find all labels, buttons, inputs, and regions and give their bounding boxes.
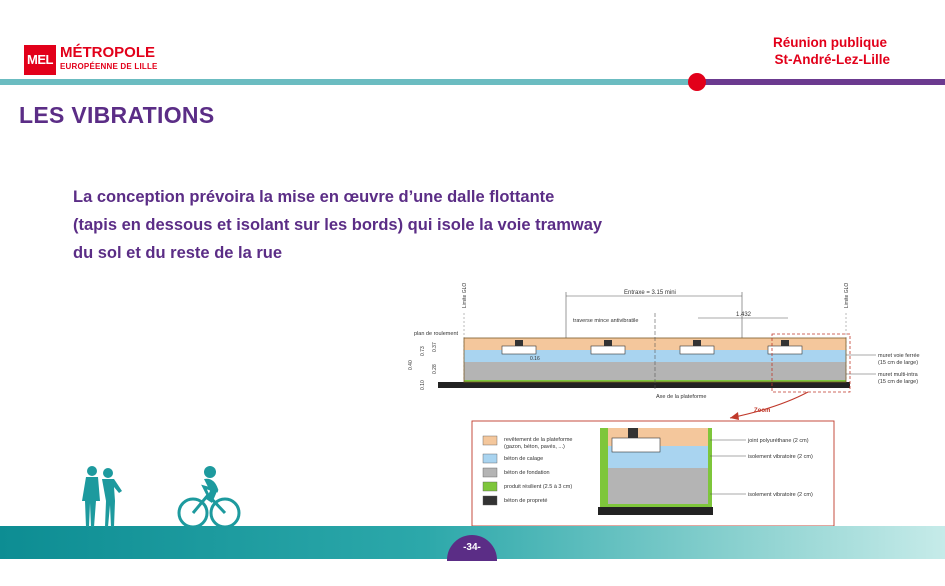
legend-swatch-4 — [483, 496, 497, 505]
page-number: -34- — [447, 535, 497, 561]
gauge-label: 1.432 — [736, 312, 752, 318]
body-line-3: du sol et du reste de la rue — [73, 244, 283, 262]
sleeper-label: traverse mince antivibratile — [573, 318, 639, 324]
legend-label-1: béton de calage — [504, 456, 544, 462]
legend-label-3: produit résilient (2.5 à 3 cm) — [504, 484, 573, 490]
plan-label: plan de roulement — [414, 331, 459, 337]
legend-swatch-2 — [483, 468, 497, 477]
limit-label-left: Limite GLO — [462, 282, 468, 308]
logo-name: MÉTROPOLE — [60, 44, 156, 61]
meeting-title: Réunion publique — [773, 35, 887, 50]
legend-swatch-1 — [483, 454, 497, 463]
dim-3: 0.28 — [432, 364, 438, 374]
page-title: LES VIBRATIONS — [19, 102, 215, 128]
dim-1: 0.73 — [420, 346, 426, 356]
wall-label-1b: (15 cm de large) — [878, 360, 919, 366]
zoom-note-1: isolement vibratoire (2 cm) — [748, 454, 813, 460]
legend-label-4: béton de propreté — [504, 498, 548, 504]
legend-swatch-3 — [483, 482, 497, 491]
header-bar-teal — [0, 79, 697, 85]
header-bar-purple — [697, 79, 945, 85]
legend-swatch-0 — [483, 436, 497, 445]
dim-4: 0.10 — [420, 380, 426, 390]
dim-2: 0.37 — [432, 342, 438, 352]
layer-cleanliness-concrete — [438, 382, 850, 388]
zoom-note-2: isolement vibratoire (2 cm) — [748, 492, 813, 498]
track-cross-section-diagram — [398, 278, 943, 526]
legend-label-0b: (gazon, béton, pavés, ...) — [504, 444, 565, 450]
meeting-place: St-André-Lez-Lille — [774, 52, 890, 67]
zoom-label: Zoom — [754, 408, 771, 414]
header-bar-dot — [688, 73, 706, 91]
legend-label-0: revêtement de la plateforme — [504, 437, 573, 443]
wall-label-1: muret voie ferrée — [878, 353, 920, 359]
body-line-1: La conception prévoira la mise en œuvre d’une dalle flottante — [73, 188, 555, 206]
zoom-note-0: joint polyuréthane (2 cm) — [748, 438, 809, 444]
zoom-wall-left — [600, 428, 608, 507]
wall-label-2b: (15 cm de large) — [878, 379, 919, 385]
wall-label-2: muret multi-intra — [878, 372, 918, 378]
body-line-2: (tapis en dessous et isolant sur les bords) qui isole la voie tramway — [73, 216, 603, 234]
zoom-layer-foundation — [608, 468, 708, 504]
legend-label-2: béton de fondation — [504, 470, 550, 476]
logo-subtitle: EUROPÉENNE DE LILLE — [60, 62, 158, 71]
zoom-layer-cleanliness — [598, 507, 713, 515]
limit-label-right: Limite GLO — [844, 282, 850, 308]
pedestrians-cyclist-icon — [80, 463, 250, 531]
logo-mark: MEL — [24, 45, 56, 75]
dim-0: 0.40 — [408, 360, 414, 370]
axis-label: Axe de la plateforme — [656, 394, 707, 400]
inner-dim: 0.16 — [530, 356, 540, 362]
entraxe-label: Entraxe = 3.15 mini — [624, 290, 676, 296]
zoom-layer-resilient — [608, 504, 708, 507]
